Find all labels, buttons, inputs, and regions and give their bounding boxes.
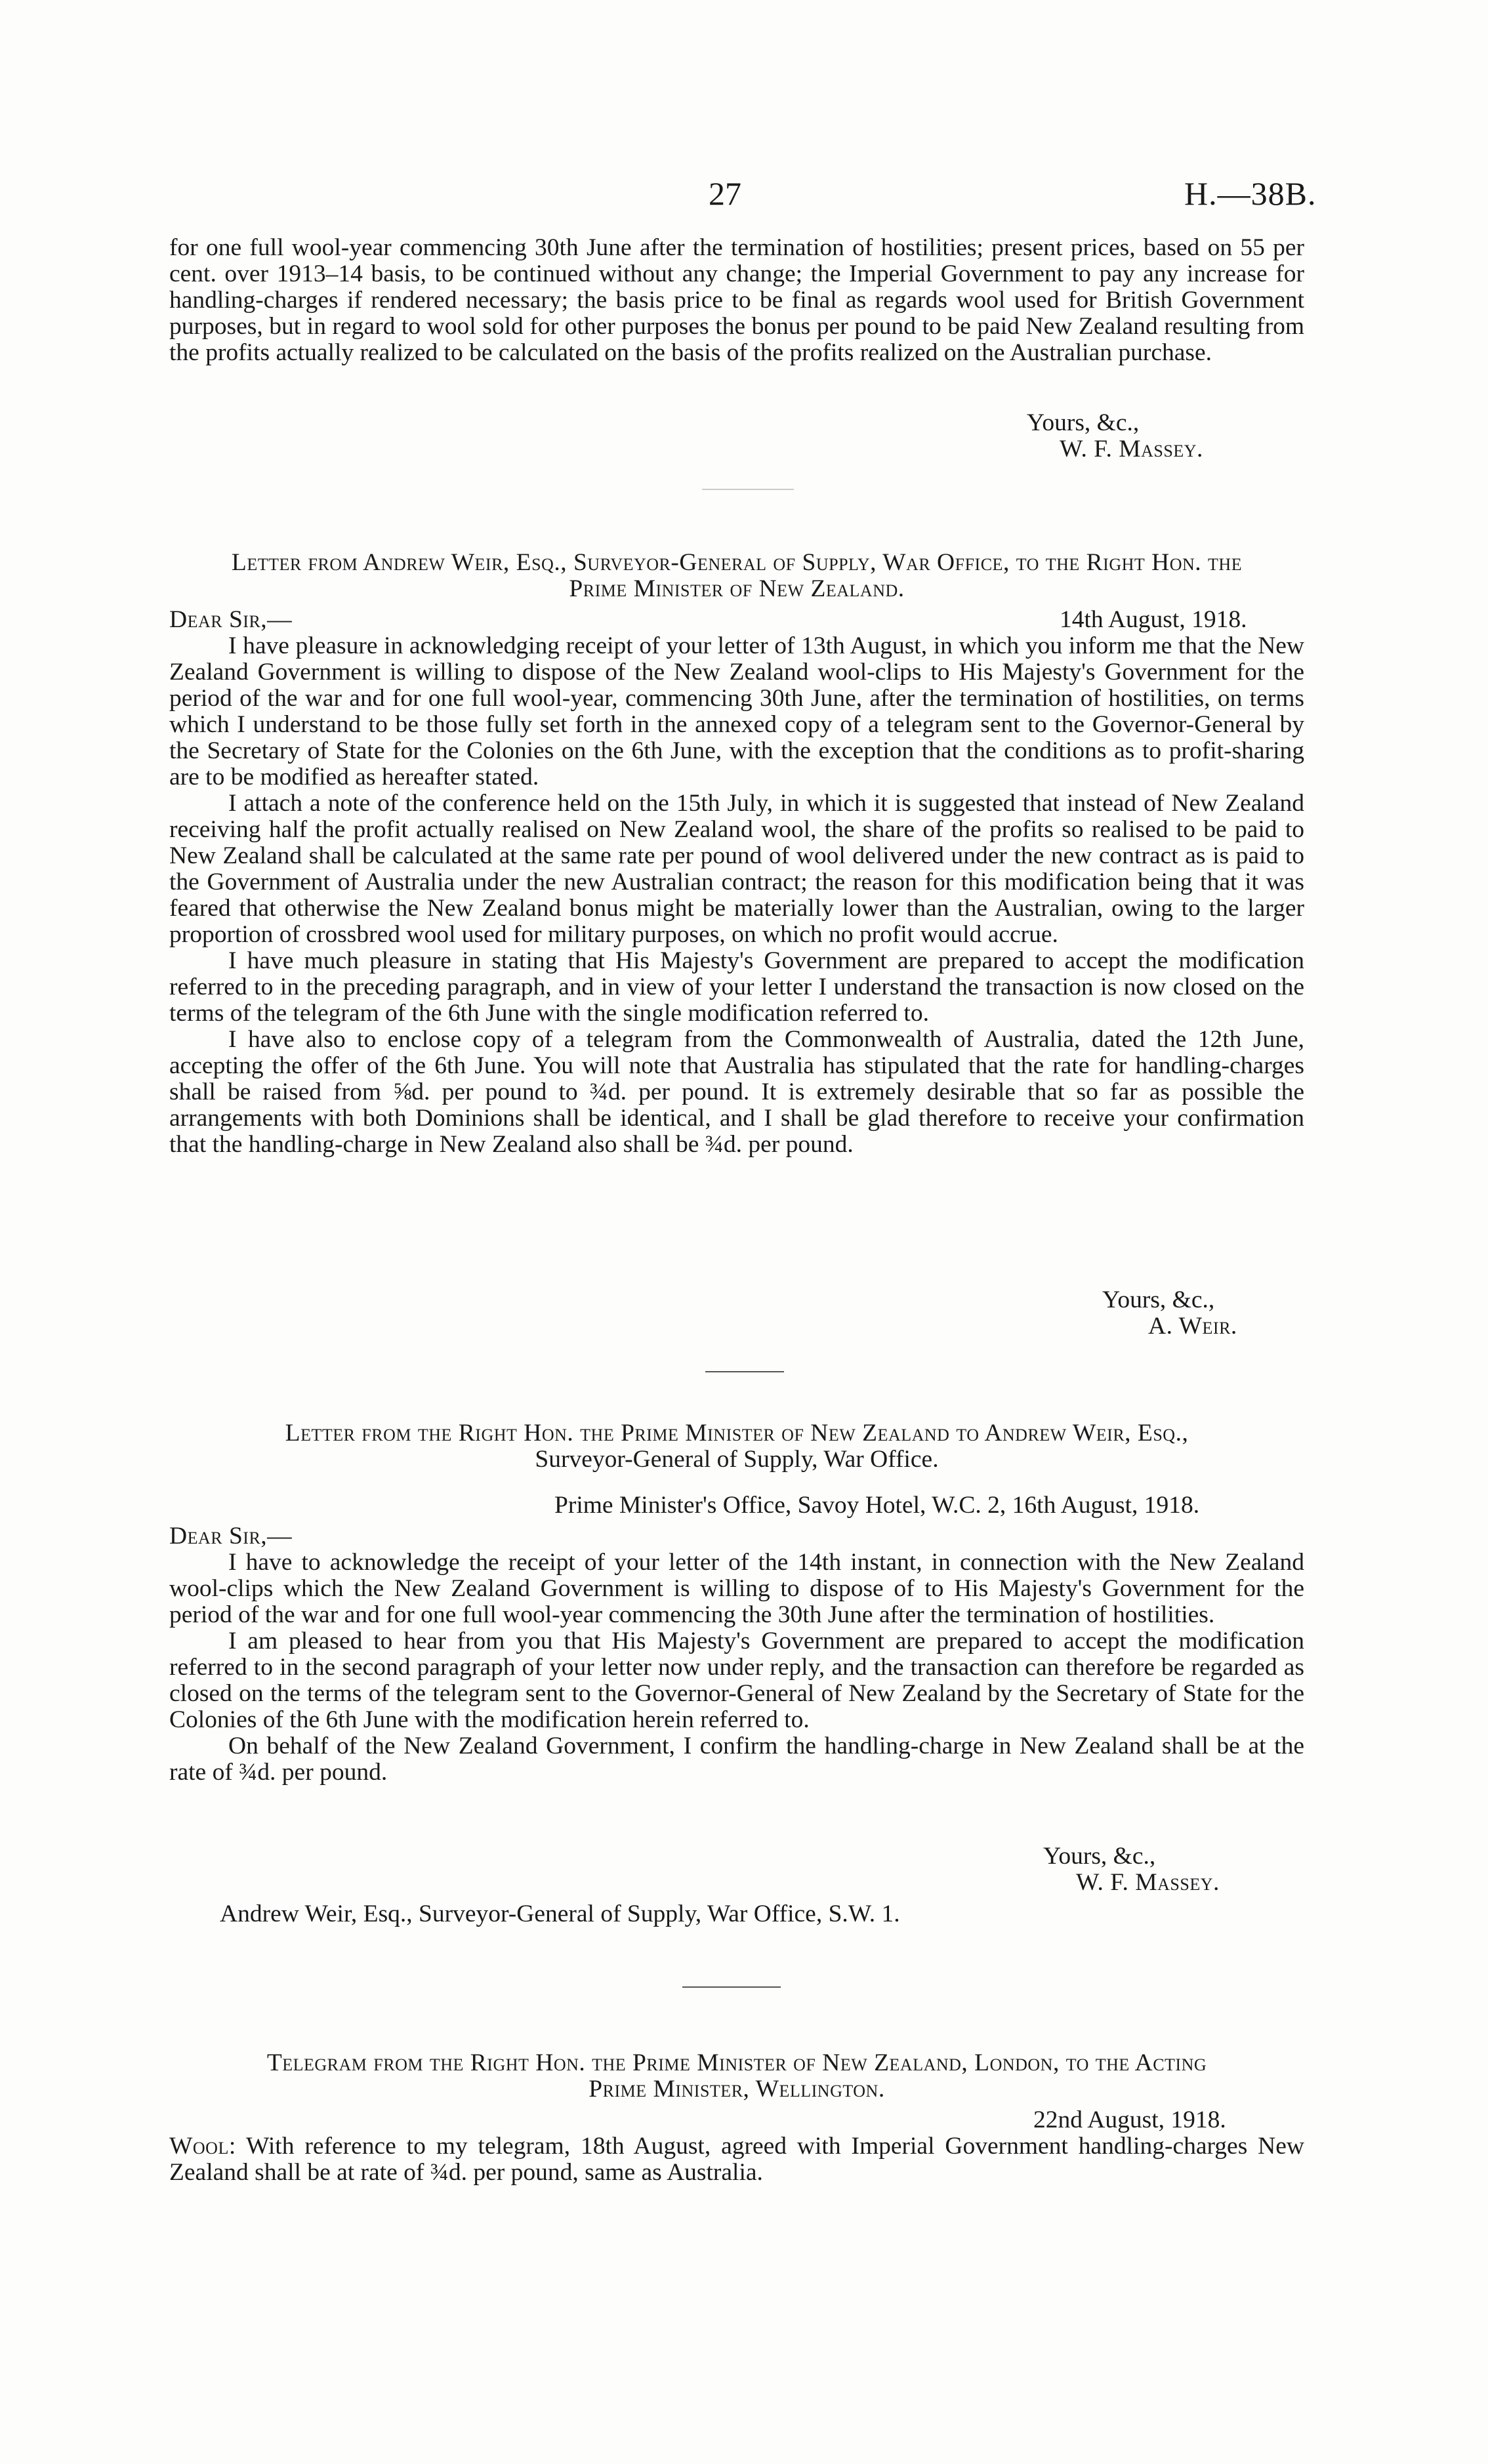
letter-massey-addressee: Andrew Weir, Esq., Surveyor-General of Supply, War Office, S.W. 1. — [220, 1900, 900, 1927]
signature-massey: W. F. Massey. — [1060, 436, 1203, 462]
letter-massey-heading — [169, 1420, 1304, 1473]
letter-massey-closing: Yours, &c., — [1043, 1843, 1156, 1870]
letter-weir-heading-line1: Letter from Andrew Weir, Esq., Surveyor-General of Supply, War Office, to the Right Hon. the — [231, 549, 1243, 576]
page-number: 27 — [709, 175, 741, 212]
letter-massey-address: Prime Minister's Office, Savoy Hotel, W.C. 2, 16th August, 1918. — [554, 1492, 1200, 1519]
letter-massey-heading-line1: Letter from the Right Hon. the Prime Minister of New Zealand to Andrew Weir, Esq., — [285, 1420, 1189, 1447]
letter-massey-heading-line2: Surveyor-General of Supply, War Office. — [535, 1446, 939, 1473]
telegram-date: 22nd August, 1918. — [1033, 2106, 1226, 2133]
closing-yours: Yours, &c., — [1027, 409, 1140, 436]
letter-weir-body — [169, 633, 1304, 1158]
continuation-section — [169, 235, 1304, 366]
letter-massey-paragraph-2: I am pleased to hear from you that His Majesty's Government are prepared to accept the modification referred to in the second paragraph of your letter now under reply, and the transaction can therefore be regarded as closed on the terms of the telegram sent to the Governor-General of New Zealand by the Secretary of State for the Colonies of the 6th June with the modification herein referred to. — [169, 1628, 1304, 1733]
signature-massey-2: W. F. Massey. — [1076, 1869, 1220, 1896]
letter-weir-paragraph-4: I have also to enclose copy of a telegram from the Commonwealth of Australia, dated the 12th June, accepting the offer of the 6th June. You will note that Australia has stipulated that the rate for handling-charges shall be raised from ⅝d. per pound to ¾d. per pound. It is extremely desirable that so far as possible the arrangements with both Dominions shall be identical, and I shall be glad therefore to receive your confirmation that the handling-charge in New Zealand also shall be ¾d. per pound. — [169, 1026, 1304, 1158]
section-divider — [705, 1371, 784, 1372]
continuation-paragraph: for one full wool-year commencing 30th June after the termination of hostilities; present prices, based on 55 per cent. over 1913–14 basis, to be continued without any change; the Imperial Government to pay any increase for handling-charges if rendered necessary; the basis price to be final as regards wool used for British Government purposes, but in regard to wool sold for other purposes the bonus per pound to be paid New Zealand resulting from the profits actually realized to be calculated on the basis of the profits realized on the Australian purchase. — [169, 234, 1304, 366]
letter-massey-body — [169, 1550, 1304, 1786]
letter-weir-closing: Yours, &c., — [1102, 1286, 1215, 1313]
letter-massey-salutation: Dear Sir,— — [169, 1523, 293, 1550]
letter-massey-paragraph-1: I have to acknowledge the receipt of your letter of the 14th instant, in connection with the New Zealand wool-clips which the New Zealand Government is willing to dispose of to His Majesty's Government for the period of the war and for one full wool-year commencing the 30th June after the termination of hostilities. — [169, 1549, 1304, 1628]
letter-massey-paragraph-3: On behalf of the New Zealand Government, I confirm the handling-charge in New Zealand shall be at the rate of ¾d. per pound. — [169, 1733, 1304, 1786]
telegram-text: With reference to my telegram, 18th August, agreed with Imperial Government handling-charges New Zealand shall be at rate of ¾d. per pound, same as Australia. — [169, 2133, 1304, 2186]
letter-weir-salutation: Dear Sir,— — [169, 606, 293, 633]
letter-weir-paragraph-3: I have much pleasure in stating that His Majesty's Government are prepared to accept the modification referred to in the preceding paragraph, and in view of your letter I understand the transaction is now closed on the terms of the telegram of the 6th June with the single modification referred to. — [169, 947, 1304, 1027]
signature-weir: A. Weir. — [1148, 1313, 1237, 1340]
telegram-paragraph — [169, 2133, 1304, 2186]
document-reference: H.—38B. — [1184, 175, 1317, 212]
telegram-label: Wool: — [169, 2133, 236, 2160]
letter-weir-paragraph-2: I attach a note of the conference held on the 15th July, in which it is suggested that instead of New Zealand receiving half the profit actually realised on New Zealand wool, the share of the profits so realised to be paid to New Zealand shall be calculated at the same rate per pound of wool delivered under the new contract as is paid to the Government of Australia under the new Australian contract; the reason for this modification being that it was feared that otherwise the New Zealand bonus might be materially lower than the Australian, owing to the larger proportion of crossbred wool used for military purposes, on which no profit would accrue. — [169, 790, 1304, 948]
letter-weir-paragraph-1: I have pleasure in acknowledging receipt of your letter of 13th August, in which you inform me that the New Zealand Government is willing to dispose of the New Zealand wool-clips to His Majesty's Government for the period of the war and for one full wool-year, commencing 30th June, after the termination of hostilities, on terms which I understand to be those fully set forth in the annexed copy of a telegram sent to the Governor-General by the Secretary of State for the Colonies on the 6th June, with the exception that the conditions as to profit-sharing are to be modified as hereafter stated. — [169, 632, 1304, 791]
section-divider — [682, 1986, 781, 1988]
telegram-heading — [169, 2050, 1304, 2103]
section-divider — [702, 489, 794, 490]
letter-weir-heading — [169, 550, 1304, 602]
telegram-body — [169, 2133, 1304, 2186]
letter-weir-heading-line2: Prime Minister of New Zealand. — [569, 575, 905, 602]
telegram-heading-line2: Prime Minister, Wellington. — [589, 2076, 885, 2103]
telegram-heading-line1: Telegram from the Right Hon. the Prime Minister of New Zealand, London, to the Acting — [266, 2049, 1207, 2076]
letter-weir-date: 14th August, 1918. — [1060, 606, 1247, 633]
